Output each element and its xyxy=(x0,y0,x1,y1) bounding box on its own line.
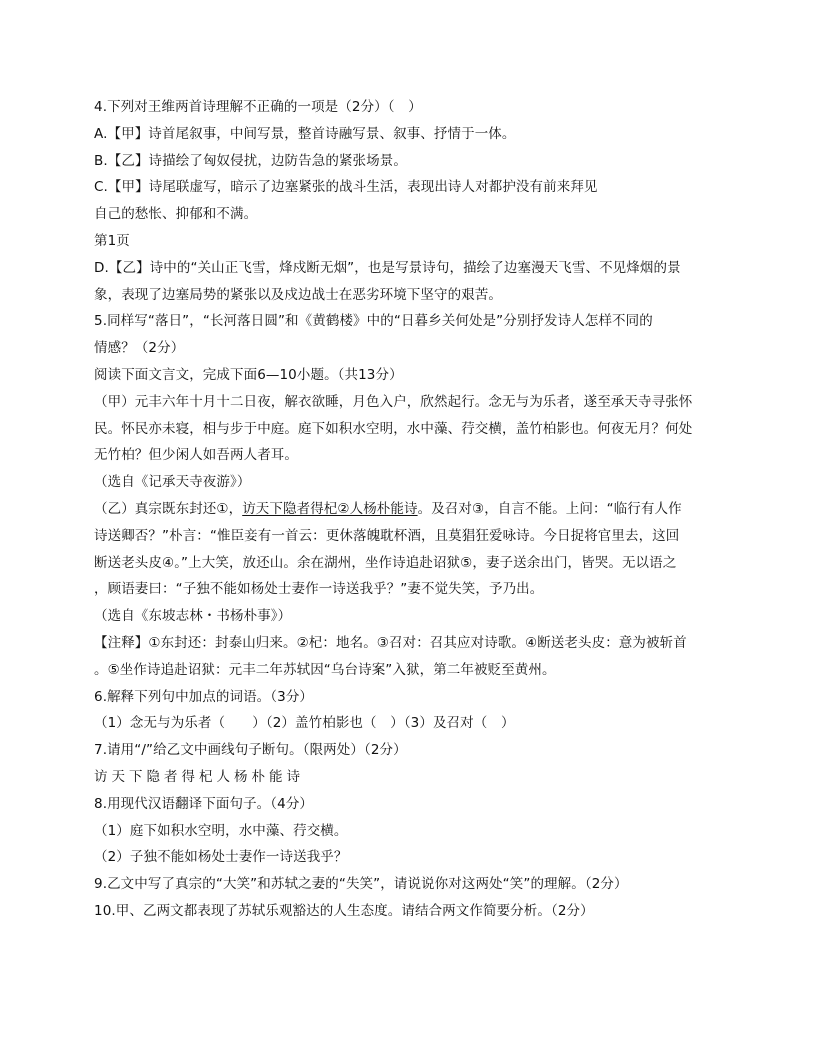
text-yi-source: （选自《东坡志林・书杨朴事》） xyxy=(94,608,292,625)
question-7-title: 7.请用“/”给乙文中画线句子断句。（限两处）（2分） xyxy=(94,742,407,759)
notes-line-1: 【注释】①东封还：封泰山归来。②杞：地名。③召对：召其应对诗歌。④断送老头皮：意为被斩首 xyxy=(94,634,687,651)
reading-intro: 阅读下面文言文，完成下面6—10小题。（共13分） xyxy=(94,366,403,383)
document-page xyxy=(94,94,724,925)
underlined-sentence: 访天下隐者得杞②人杨朴能诗 xyxy=(242,500,418,517)
notes-line-2: 。⑤坐作诗追赴诏狱：元丰二年苏轼因“乌台诗案”入狱，第二年被贬至黄州。 xyxy=(94,661,556,678)
text-jia-line-2: 民。怀民亦未寝，相与步于中庭。庭下如积水空明，水中藻、荇交横，盖竹柏影也。何夜无月？何处 xyxy=(94,420,693,437)
question-8-sentence-2: （2）子独不能如杨处士妻作一诗送我乎？ xyxy=(94,849,348,866)
question-8-title: 8.用现代汉语翻译下面句子。（4分） xyxy=(94,795,314,812)
text-jia-line-3: 无竹柏？但少闲人如吾两人者耳。 xyxy=(94,447,298,464)
question-8-sentence-1: （1）庭下如积水空明，水中藻、荇交横。 xyxy=(94,822,348,839)
question-4-option-d-line-1: D.【乙】诗中的“关山正飞雪，烽戍断无烟”，也是写景诗句，描绘了边塞漫天飞雪、不见烽烟的景 xyxy=(94,259,681,276)
question-4-option-b: B.【乙】诗描绘了匈奴侵扰，边防告急的紧张场景。 xyxy=(94,152,407,169)
text-yi-line-3: 断送老头皮④。”上大笑，放还山。余在湖州，坐作诗追赴诏狱⑤，妻子送余出门，皆哭。无以语之 xyxy=(94,554,677,571)
text-jia-line-1: （甲）元丰六年十月十二日夜，解衣欲睡，月色入户，欣然起行。念无与为乐者，遂至承天寺寻张怀 xyxy=(94,393,693,410)
text-jia-source: （选自《记承天寺夜游》） xyxy=(94,474,251,491)
question-5-line-1: 5.同样写“落日”，“长河落日圆”和《黄鹤楼》中的“日暮乡关何处是”分别抒发诗人怎样不同的 xyxy=(94,313,653,330)
question-4-option-c-line-2: 自己的愁怅、抑郁和不满。 xyxy=(94,206,258,223)
text-yi-line-1-post: 。及召对③，自言不能。上问：“临行有人作 xyxy=(417,500,682,517)
text-yi-line-2: 诗送卿否？”朴言：“惟臣妾有一首云：更休落魄耽杯酒，且莫猖狂爱咏诗。今日捉将官里去，这回 xyxy=(94,527,680,544)
question-9: 9.乙文中写了真宗的“大笑”和苏轼之妻的“失笑”，请说说你对这两处“笑”的理解。（2分） xyxy=(94,876,628,893)
question-7-sentence: 访天下隐者得杞人杨朴能诗 xyxy=(94,768,304,785)
question-4-option-d-line-2: 象，表现了边塞局势的紧张以及戍边战士在恶劣环境下坚守的艰苦。 xyxy=(94,286,502,303)
question-6-title: 6.解释下列句中加点的词语。（3分） xyxy=(94,688,314,705)
question-4-option-a: A.【甲】诗首尾叙事，中间写景，整首诗融写景、叙事、抒情于一体。 xyxy=(94,125,516,142)
question-4-title: 4.下列对王维两首诗理解不正确的一项是（2分）（ ） xyxy=(94,99,422,115)
text-yi-line-4: ，顾语妻曰：“子独不能如杨处士妻作一诗送我乎？”妻不觉失笑，予乃出。 xyxy=(94,581,544,598)
text-yi-line-1-pre: （乙）真宗既东封还①， xyxy=(94,500,243,517)
question-4-option-c-line-1: C.【甲】诗尾联虚写，暗示了边塞紧张的战斗生活，表现出诗人对都护没有前来拜见 xyxy=(94,179,598,196)
question-6-items: （1）念无与为乐者（ ）（2）盖竹柏影也（ ）（3）及召对（ ） xyxy=(94,715,515,732)
question-10: 10.甲、乙两文都表现了苏轼乐观豁达的人生态度。请结合两文作简要分析。（2分） xyxy=(94,902,594,919)
text-yi-line-1 xyxy=(94,496,724,523)
page-marker: 第1页 xyxy=(94,232,130,249)
question-5-line-2: 情感？（2分） xyxy=(94,340,185,357)
